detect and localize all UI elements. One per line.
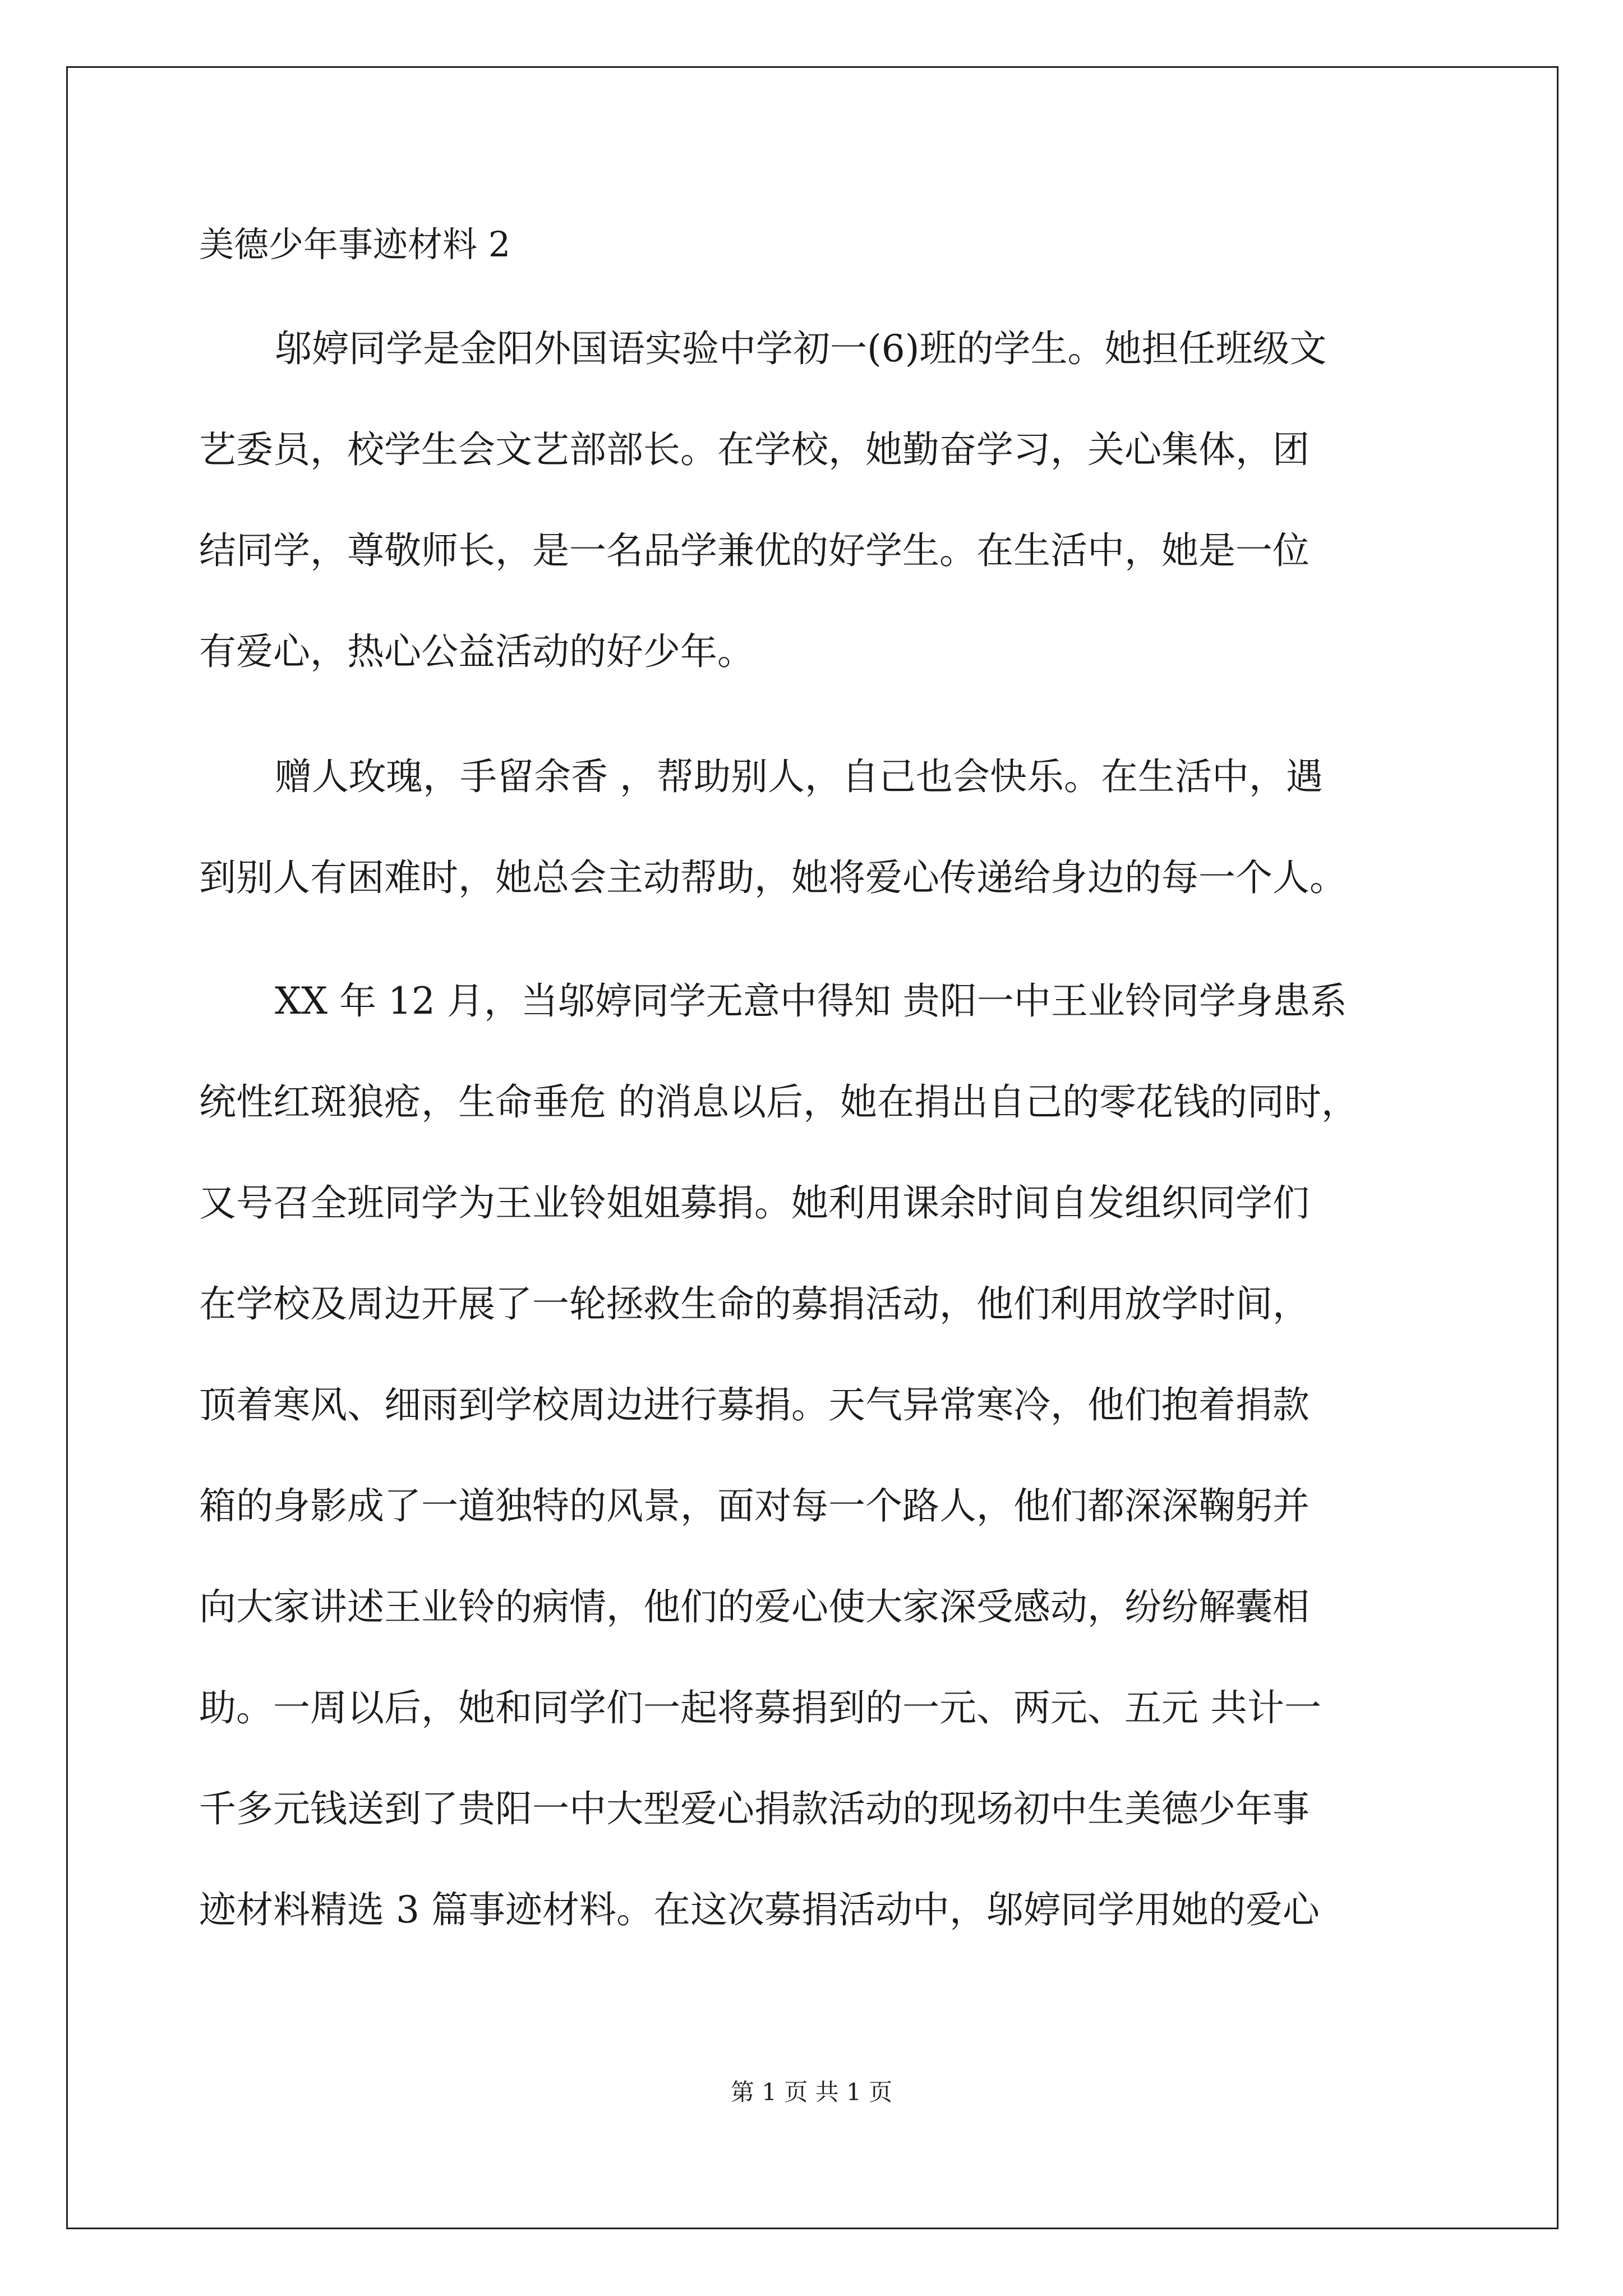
document-title: 美德少年事迹材料 2 [199,224,511,265]
paragraph-line: 统性红斑狼疮，生命垂危 的消息以后，她在捐出自己的零花钱的同时， [199,1080,1358,1124]
paragraph-line: 向大家讲述王业铃的病情，他们的爱心使大家深受感动，纷纷解囊相 [199,1585,1310,1628]
paragraph-line: 赠人玫瑰，手留余香 ，帮助别人，自己也会快乐。在生活中，遇 [275,755,1323,798]
paragraph-line: 助。一周以后，她和同学们一起将募捐到的一元、两元、五元 共计一 [199,1686,1321,1729]
paragraph-line: 千多元钱送到了贵阳一中大型爱心捐款活动的现场初中生美德少年事 [199,1787,1310,1830]
paragraph-line: 在学校及周边开展了一轮拯救生命的募捐活动，他们利用放学时间， [199,1282,1310,1326]
paragraph-line: XX 年 12 月，当邬婷同学无意中得知 贵阳一中王业铃同学身患系 [275,979,1347,1023]
paragraph-line: 结同学，尊敬师长，是一名品学兼优的好学生。在生活中，她是一位 [199,529,1310,572]
page-number-footer: 第 1 页 共 1 页 [730,2078,893,2106]
paragraph-line: 到别人有困难时，她总会主动帮助，她将爱心传递给身边的每一个人。 [199,856,1347,899]
paragraph-line: 箱的身影成了一道独特的风景，面对每一个路人，他们都深深鞠躬并 [199,1484,1310,1527]
paragraph-line: 迹材料精选 3 篇事迹材料。在这次募捐活动中，邬婷同学用她的爱心 [199,1888,1320,1931]
paragraph-line: 艺委员，校学生会文艺部部长。在学校，她勤奋学习，关心集体，团 [199,428,1310,471]
paragraph-line: 顶着寒风、细雨到学校周边进行募捐。天气异常寒冷，他们抱着捐款 [199,1383,1310,1427]
paragraph-line: 邬婷同学是金阳外国语实验中学初一(6)班的学生。她担任班级文 [275,327,1327,370]
paragraph-line: 又号召全班同学为王业铃姐姐募捐。她利用课余时间自发组织同学们 [199,1181,1310,1225]
paragraph-line: 有爱心，热心公益活动的好少年。 [199,630,754,673]
